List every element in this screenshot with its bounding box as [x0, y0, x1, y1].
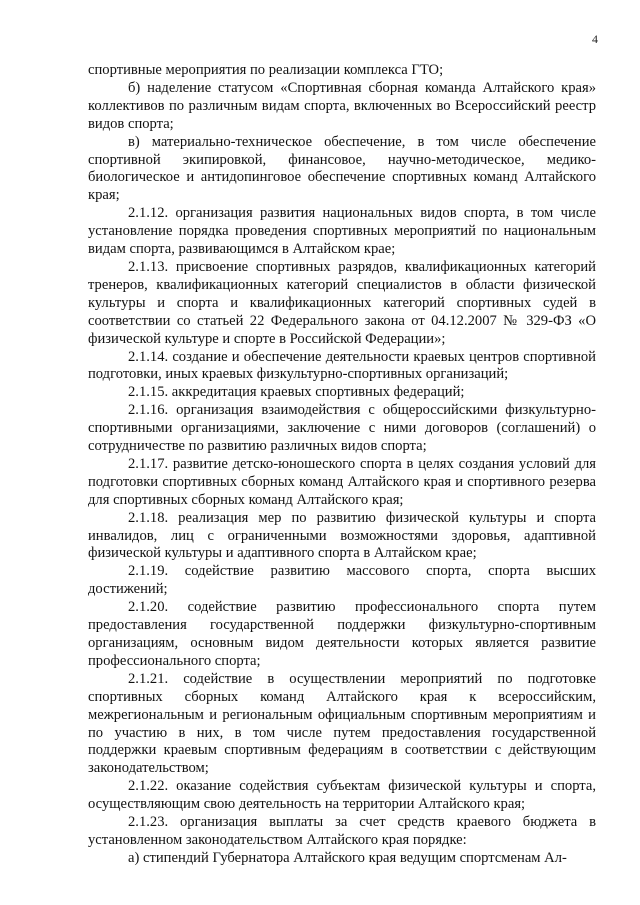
paragraph-2-1-14: 2.1.14. создание и обеспечение деятельности краевых центров спортивной подготовки, иных краевых физкультурно-спортивных организаций;	[88, 348, 596, 383]
paragraph-2-1-13: 2.1.13. присвоение спортивных разрядов, квалификационных категорий тренеров, квалификационных категорий специалистов в области физической культуры и спорта и квалификационных категорий спортивных судей в соответствии со статьей 22 Федерального закона от 04.12.2007 № 329-ФЗ «О физической культуре и спорте в Российской Федерации»;	[88, 258, 596, 347]
paragraph-2-1-20: 2.1.20. содействие развитию профессионального спорта путем предоставления государственной поддержки физкультурно-спортивным организациям, основным видом деятельности которых является развитие профессионального спорта;	[88, 599, 596, 669]
paragraph-2-1-18: 2.1.18. реализация мер по развитию физической культуры и спорта инвалидов, лиц с ограниченными возможностями здоровья, адаптивной физической культуры и адаптивного спорта в Алтайском крае;	[88, 509, 596, 562]
page-number: 4	[592, 32, 598, 46]
paragraph-b-status: б) наделение статусом «Спортивная сборная команда Алтайского края» коллективов по различным видам спорта, включенных во Всероссийский реестр видов спорта;	[88, 79, 596, 132]
paragraph-continuation: спортивные мероприятия по реализации комплекса ГТО;	[88, 62, 444, 78]
paragraph-v-support: в) материально-техническое обеспечение, в том числе обеспечение спортивной экипировкой, финансовое, научно-методическое, медико-биологическое и антидопинговое обеспечение спортивных команд Алтайского края;	[88, 133, 596, 204]
paragraph-2-1-17: 2.1.17. развитие детско-юношеского спорта в целях создания условий для подготовки спортивных сборных команд Алтайского края и спортивного резерва для спортивных сборных команд Алтайского края;	[88, 455, 596, 508]
paragraph-a-stipends: а) стипендий Губернатора Алтайского края ведущим спортсменам Ал-	[128, 849, 567, 866]
paragraph-2-1-19: 2.1.19. содействие развитию массового спорта, спорта высших достижений;	[88, 563, 596, 598]
paragraph-2-1-21: 2.1.21. содействие в осуществлении мероприятий по подготовке спортивных сборных команд Алтайского края к всероссийским, межрегиональным и региональным официальным спортивным мероприятиям и по участию в них, в том числе путем предоставления государственной поддержки краевым спортивным федерациям в соответствии с действующим законодательством;	[88, 670, 596, 777]
paragraph-2-1-12: 2.1.12. организация развития национальных видов спорта, в том числе установление порядка проведения спортивных мероприятий по национальным видам спорта, развивающимся в Алтайском крае;	[88, 205, 596, 258]
paragraph-2-1-22: 2.1.22. оказание содействия субъектам физической культуры и спорта, осуществляющим свою деятельность на территории Алтайского края;	[88, 778, 596, 813]
paragraph-2-1-23: 2.1.23. организация выплаты за счет средств краевого бюджета в установленном законодательством Алтайского края порядке:	[88, 814, 596, 848]
paragraph-2-1-16: 2.1.16. организация взаимодействия с общероссийскими физкультурно-спортивными организациями, заключение с ними договоров (соглашений) о сотрудничестве по развитию различных видов спорта;	[88, 402, 596, 455]
paragraph-2-1-15: 2.1.15. аккредитация краевых спортивных федераций;	[128, 384, 465, 401]
document-body	[88, 62, 596, 868]
